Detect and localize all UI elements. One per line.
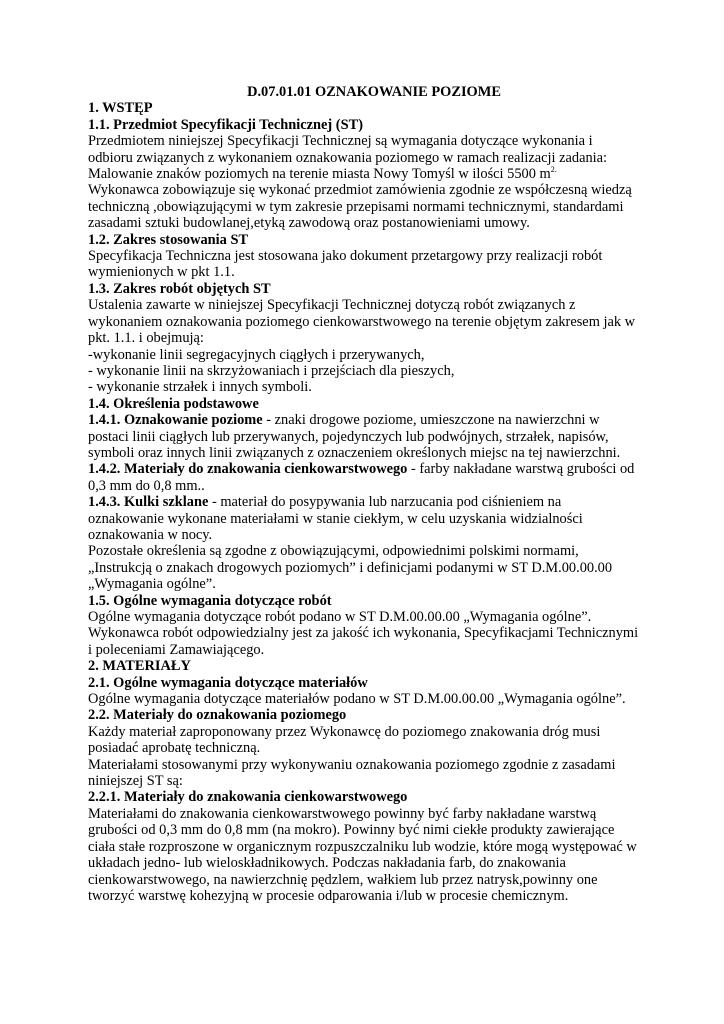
section-1-5-heading: 1.5. Ogólne wymagania dotyczące robót xyxy=(88,592,332,609)
section-1-5-paragraph: Ogólne wymagania dotyczące robót podano w ST D.M.00.00.00 „Wymagania ogólne”. Wykonawca robót odpowiedzialny jest za jakość ich wykonania, Specyfikacjami Technicznymi i poleceniami Zamawiającego. xyxy=(88,609,639,658)
definition-term: 1.4.2. Materiały do znakowania cienkowarstwowego xyxy=(88,461,408,478)
section-1-4-paragraph: Pozostałe określenia są zgodne z obowiązującymi, odpowiednimi polskimi normami, „Instrukcją o znakach drogowych poziomych” i definicjami podanymi w ST D.M.00.00.00 „Wymagania ogólne”. xyxy=(88,543,613,593)
section-1-3-paragraph: Ustalenia zawarte w niniejszej Specyfikacji Technicznej dotyczą robót związanych z wykonaniem oznakowania poziomego cienkowarstwowego na terenie objętym zakresem jak w pkt. 1.1. i obejmują: xyxy=(88,297,636,347)
section-1-1-paragraph-1 xyxy=(88,133,640,182)
definition-1-4-3 xyxy=(88,494,640,543)
section-2-2-heading: 2.2. Materiały do oznakowania poziomego xyxy=(88,707,347,724)
document-page xyxy=(88,84,640,904)
definition-term: 1.4.1. Oznakowanie poziome xyxy=(88,412,263,429)
document-title: D.07.01.01 OZNAKOWANIE POZIOME xyxy=(247,84,501,100)
section-1-heading: 1. WSTĘP xyxy=(88,100,153,117)
section-2-2-1-paragraph: Materiałami do znakowania cienkowarstwowego powinny być farby nakładane warstwą grubości od 0,3 mm do 0,8 mm (na mokro). Powinny być nimi ciekłe produkty zawierające ciała stałe rozproszone w organicznym rozpuszczalniku lub wodzie, które mogą występować w układach jedno- lub wieloskładnikowych. Podczas nakładania farb, do znakowania cienkowarstwowego, na nawierzchnię pędzlem, wałkiem lub przez natrysk,powinny one tworzyć warstwę kohezyjną w procesie odparowania i/lub w procesie chemicznym. xyxy=(88,805,637,904)
section-2-1-heading: 2.1. Ogólne wymagania dotyczące materiałów xyxy=(88,674,368,691)
area-unit-superscript: 2. xyxy=(550,165,557,175)
section-1-1-paragraph-1-text: Przedmiotem niniejszej Specyfikacji Technicznej są wymagania dotyczące wykonania i odbioru związanych z wykonaniem oznakowania poziomego w ramach realizacji zadania: Malowanie znaków poziomych na terenie miasta Nowy Tomyśl w ilości 5500 m xyxy=(88,133,608,183)
scope-list-item: - wykonanie strzałek i innych symboli. xyxy=(88,379,312,396)
section-1-1-paragraph-2: Wykonawca zobowiązuje się wykonać przedmiot zamówienia zgodnie ze współczesną wiedzą techniczną ,obowiązującymi w tym zakresie przepisami normami technicznymi, standardami zasadami sztuki budowlanej,etyką zawodową oraz postanowieniami umowy. xyxy=(88,182,632,232)
section-1-1-heading: 1.1. Przedmiot Specyfikacji Technicznej (ST) xyxy=(88,116,363,133)
section-1-2-paragraph: Specyfikacja Techniczna jest stosowana jako dokument przetargowy przy realizacji robót wymienionych w pkt 1.1. xyxy=(88,248,603,281)
definition-text: - znaki drogowe poziome, umieszczone na nawierzchni w postaci linii ciągłych lub przerywanych, pojedynczych lub podwójnych, strzałek, napisów, symboli oraz innych linii związanych z oznaczeniem określonych miejsc na tej nawierzchni. xyxy=(88,412,621,461)
section-1-2-heading: 1.2. Zakres stosowania ST xyxy=(88,231,249,248)
definition-text: - materiał do posypywania lub narzucania pod ciśnieniem na oznakowanie wykonane materiałami w stanie ciekłym, w celu uzyskania widzialności oznakowania w nocy. xyxy=(88,494,583,543)
section-2-1-paragraph: Ogólne wymagania dotyczące materiałów podano w ST D.M.00.00.00 „Wymagania ogólne”. xyxy=(88,691,626,708)
scope-list-item: - wykonanie linii na skrzyżowaniach i przejściach dla pieszych, xyxy=(88,362,455,379)
definition-1-4-2 xyxy=(88,461,640,494)
scope-list-item: -wykonanie linii segregacyjnych ciągłych i przerywanych, xyxy=(88,346,425,363)
definition-text: - farby nakładane warstwą grubości od 0,3 mm do 0,8 mm.. xyxy=(88,461,635,494)
section-2-2-paragraph-1: Każdy materiał zaproponowany przez Wykonawcę do poziomego znakowania dróg musi posiadać aprobatę techniczną. xyxy=(88,723,601,757)
section-1-4-heading: 1.4. Określenia podstawowe xyxy=(88,395,259,412)
section-2-2-paragraph-2: Materiałami stosowanymi przy wykonywaniu oznakowania poziomego zgodnie z zasadami niniejszej ST są: xyxy=(88,756,616,790)
section-2-heading: 2. MATERIAŁY xyxy=(88,658,191,675)
definition-term: 1.4.3. Kulki szklane xyxy=(88,494,209,511)
section-2-2-1-heading: 2.2.1. Materiały do znakowania cienkowarstwowego xyxy=(88,789,408,806)
section-1-3-heading: 1.3. Zakres robót objętych ST xyxy=(88,280,271,297)
definition-1-4-1 xyxy=(88,412,640,461)
